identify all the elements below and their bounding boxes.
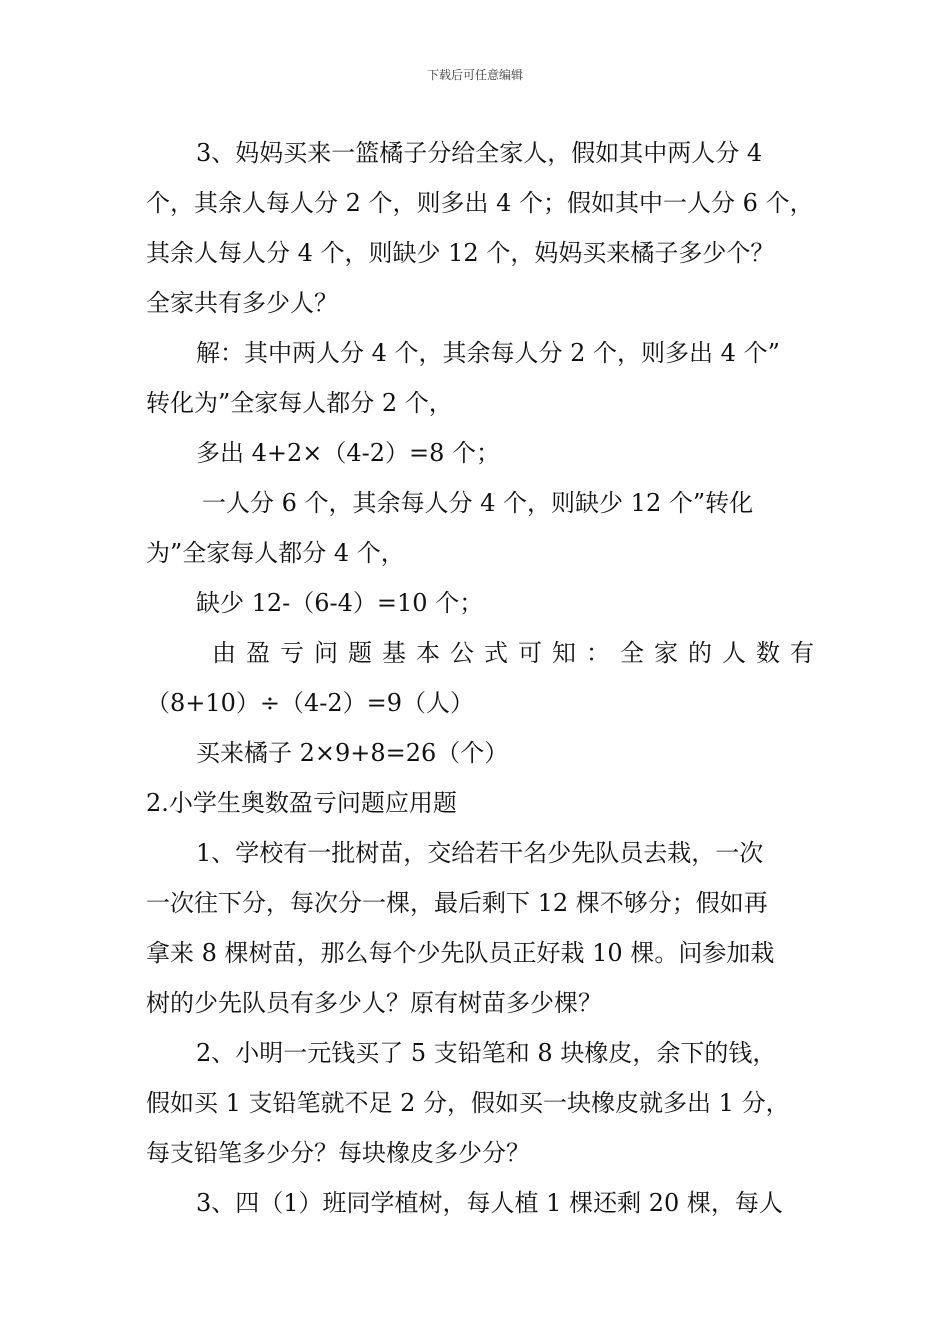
text-line: 解：其中两人分 4 个，其余每人分 2 个，则多出 4 个”: [196, 339, 780, 367]
text-line: 3、四（1）班同学植树，每人植 1 棵还剩 20 棵，每人: [196, 1189, 783, 1217]
text-line: 为”全家每人都分 4 个，: [146, 539, 405, 567]
header-note: 下载后可任意编辑: [426, 68, 523, 82]
text-line: 每支铅笔多少分？每块橡皮多少分？: [146, 1139, 530, 1167]
text-line: 假如买 1 支铅笔就不足 2 分，假如买一块橡皮就多出 1 分，: [146, 1089, 790, 1117]
text-line: 个，其余人每人分 2 个，则多出 4 个；假如其中一人分 6 个，: [146, 189, 814, 217]
text-line: 3、妈妈买来一篮橘子分给全家人，假如其中两人分 4: [196, 139, 763, 167]
document-body: [146, 128, 814, 1228]
text-line: 多出 4+2×（4-2）=8 个；: [196, 439, 501, 467]
text-line: 一人分 6 个，其余每人分 4 个，则缺少 12 个”转化: [202, 489, 754, 517]
text-line: 转化为”全家每人都分 2 个，: [146, 389, 453, 417]
text-line: （8+10）÷（4-2）=9（人）: [146, 689, 475, 717]
text-line: 全家共有多少人？: [146, 289, 338, 317]
text-line: 2、小明一元钱买了 5 支铅笔和 8 块橡皮，余下的钱，: [196, 1039, 777, 1067]
text-line: 一次往下分，每次分一棵，最后剩下 12 棵不够分；假如再: [146, 889, 768, 917]
text-line: 缺少 12-（6-4）=10 个；: [196, 589, 484, 617]
section-heading: 2.小学生奥数盈亏问题应用题: [146, 789, 457, 817]
text-line: 其余人每人分 4 个，则缺少 12 个，妈妈买来橘子多少个？: [146, 239, 775, 267]
text-line: 买来橘子 2×9+8=26（个）: [196, 739, 509, 767]
text-line: 拿来 8 棵树苗，那么每个少先队员正好栽 10 棵。问参加栽: [146, 939, 775, 967]
text-line: 1、学校有一批树苗，交给若干名少先队员去栽，一次: [196, 839, 764, 867]
text-line: 树的少先队员有多少人？原有树苗多少棵？: [146, 989, 602, 1017]
text-line: 由 盈 亏 问 题 基 本 公 式 可 知 ： 全 家 的 人 数 有: [212, 639, 814, 667]
